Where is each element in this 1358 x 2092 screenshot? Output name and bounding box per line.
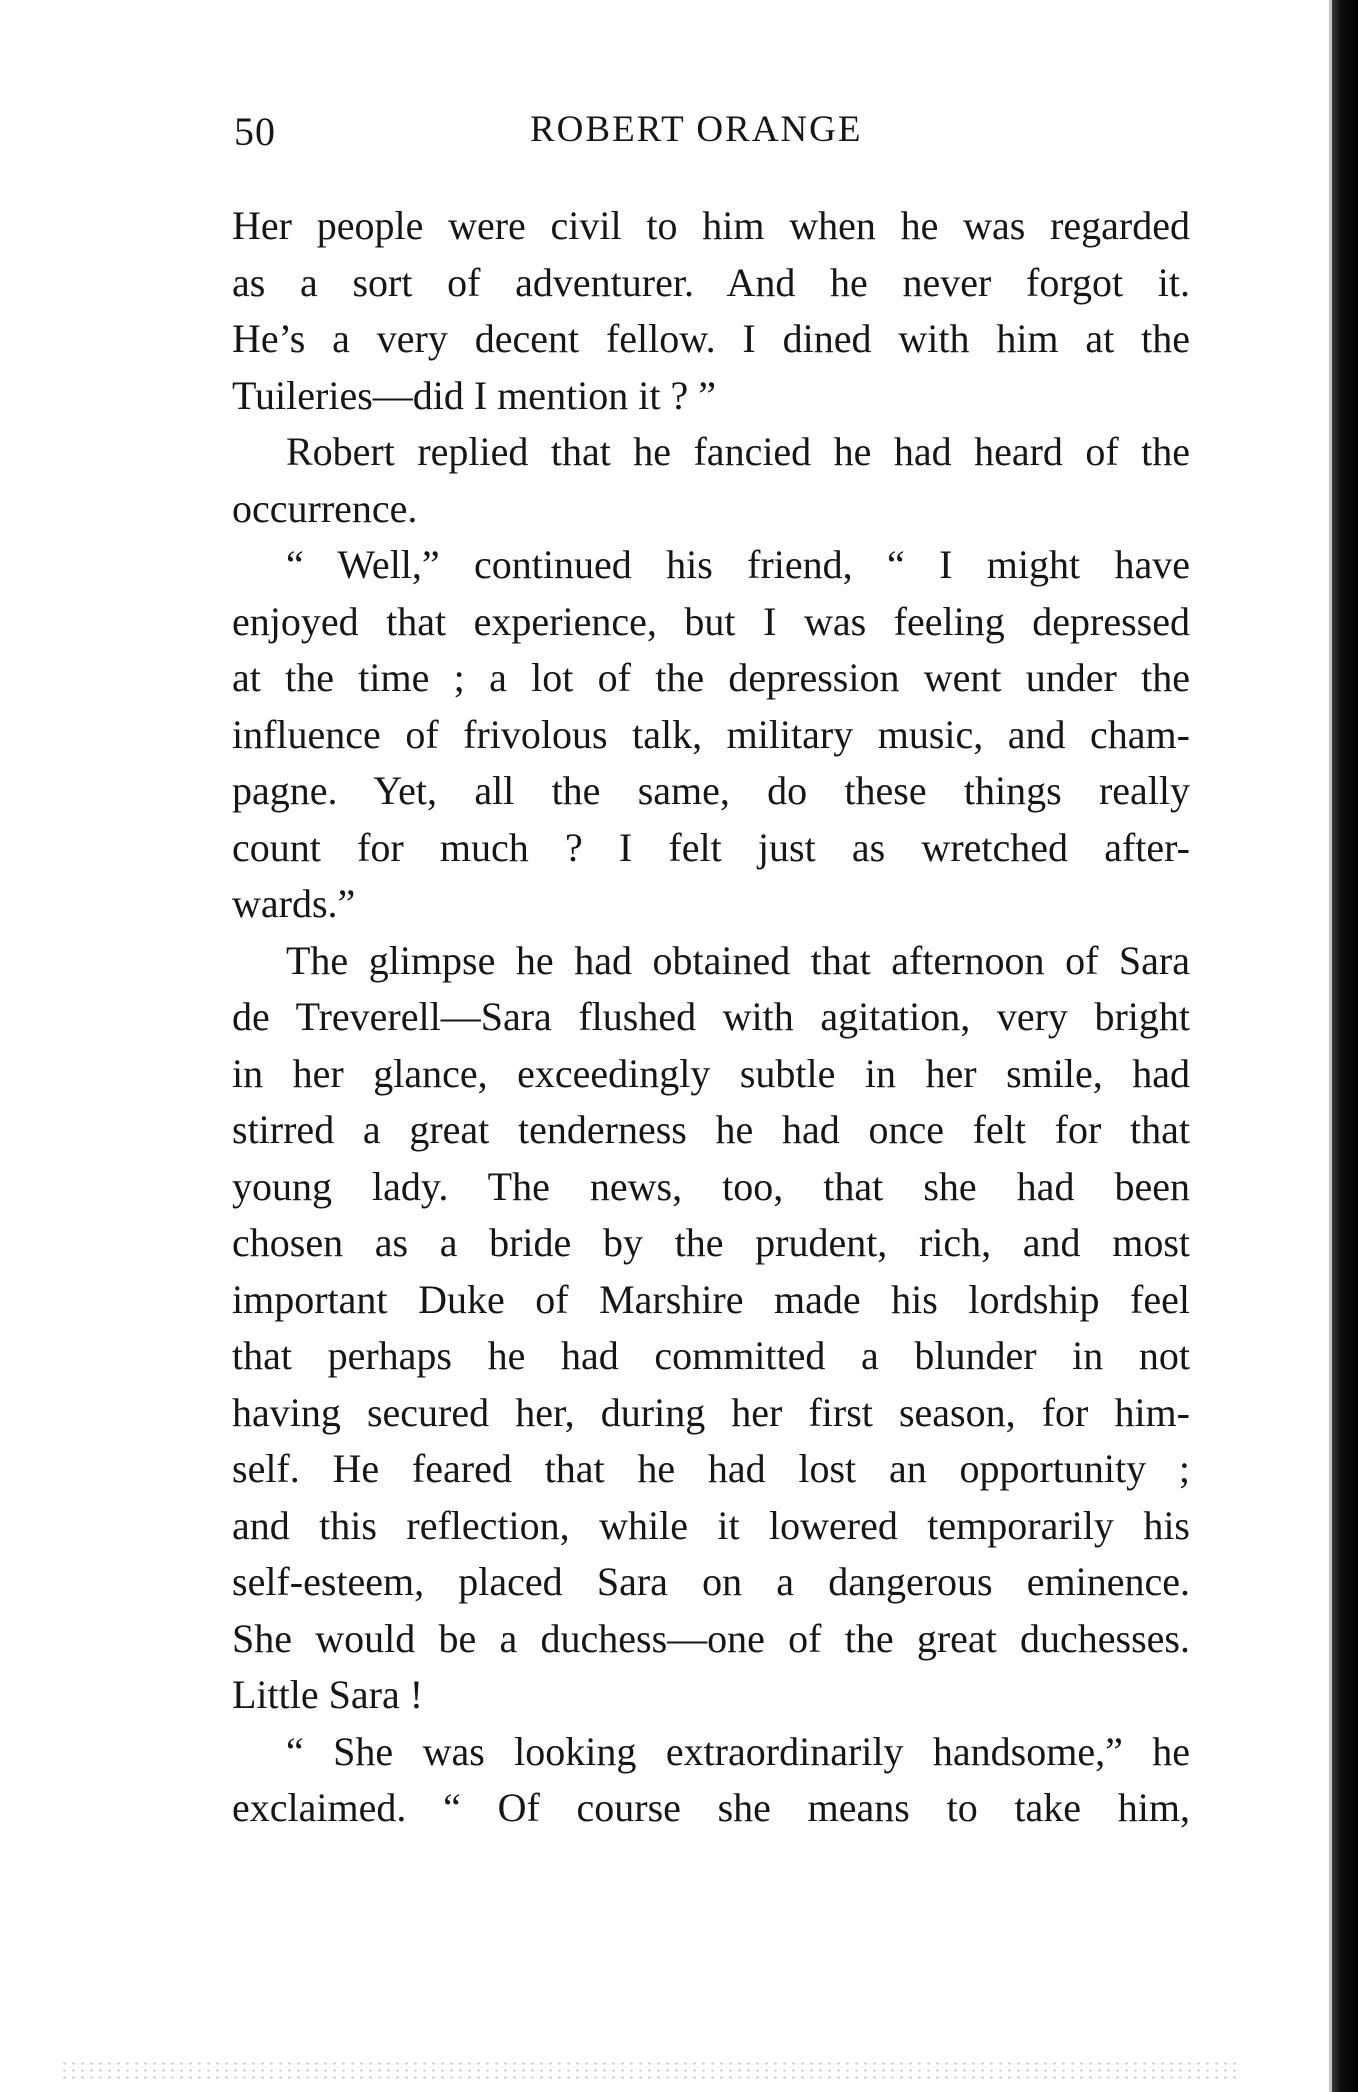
- running-title: ROBERT ORANGE: [530, 109, 863, 150]
- text-line: that perhaps he had committed a blunder in not: [232, 1333, 1190, 1378]
- text-line: wards.”: [232, 881, 356, 926]
- text-line: self-esteem, placed Sara on a dangerous eminence.: [232, 1559, 1190, 1604]
- text-line: enjoyed that experience, but I was feeling depressed: [232, 598, 1190, 644]
- page-edge: [1332, 0, 1358, 2092]
- text-line: Robert replied that he fancied he had heard of the: [286, 429, 1190, 474]
- text-line: important Duke of Marshire made his lordship feel: [232, 1276, 1190, 1322]
- page-number: 50: [234, 109, 276, 154]
- text-line: stirred a great tenderness he had once felt for that: [232, 1107, 1190, 1152]
- text-line: Little Sara !: [232, 1672, 424, 1717]
- text-line: having secured her, during her first season, for him-: [232, 1389, 1190, 1435]
- text-line: He’s a very decent fellow. I dined with him at the: [232, 316, 1190, 361]
- text-line: exclaimed. “ Of course she means to take him,: [232, 1785, 1190, 1830]
- text-line: young lady. The news, too, that she had been: [232, 1163, 1190, 1209]
- text-line: Her people were civil to him when he was regarded: [232, 203, 1190, 248]
- text-line: influence of frivolous talk, military music, and cham-: [232, 711, 1190, 757]
- page-speckles: [60, 2060, 1240, 2080]
- text-line: Tuileries—did I mention it ? ”: [232, 372, 717, 418]
- text-line: de Treverell—Sara flushed with agitation, very bright: [232, 994, 1190, 1039]
- text-line: She would be a duchess—one of the great duchesses.: [232, 1615, 1190, 1661]
- text-line: “ Well,” continued his friend, “ I might have: [286, 542, 1190, 587]
- text-line: The glimpse he had obtained that afternoon of Sara: [286, 937, 1190, 983]
- text-line: occurrence.: [232, 485, 418, 531]
- text-line: and this reflection, while it lowered temporarily his: [232, 1502, 1190, 1548]
- text-line: in her glance, exceedingly subtle in her smile, had: [232, 1050, 1190, 1096]
- text-line: pagne. Yet, all the same, do these things really: [232, 768, 1190, 813]
- text-line: at the time ; a lot of the depression went under the: [232, 655, 1190, 700]
- text-line: self. He feared that he had lost an opportunity ;: [232, 1446, 1190, 1491]
- text-line: count for much ? I felt just as wretched after-: [232, 824, 1190, 870]
- text-line: “ She was looking extraordinarily handsome,” he: [286, 1728, 1190, 1774]
- text-line: as a sort of adventurer. And he never forgot it.: [232, 259, 1190, 305]
- running-head: [0, 108, 1358, 158]
- text-line: chosen as a bride by the prudent, rich, and most: [232, 1220, 1190, 1265]
- body-text: [232, 198, 1190, 1837]
